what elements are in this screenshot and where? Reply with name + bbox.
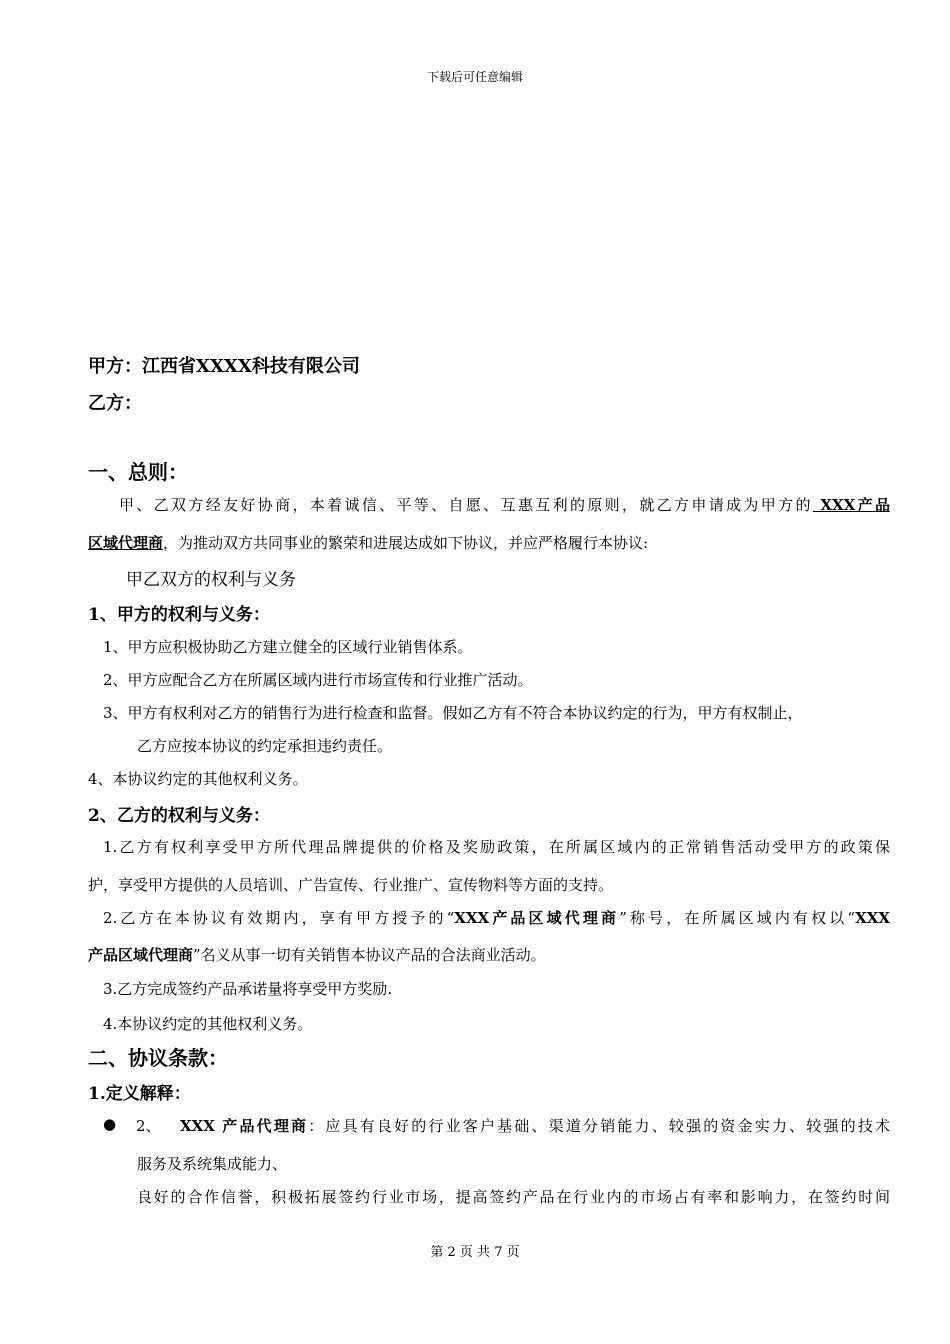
section-1-heading: 一、总则： [88,460,188,484]
party-b-item-2-text-mid: ”称号，在所属区域内有权以“ [619,909,856,927]
party-a-item-4: 4、本协议约定的其他权利义务。 [88,770,308,788]
agent-name-term-cont: 产品区域代理商 [88,946,194,964]
party-a-item-3: 3、甲方有权利对乙方的销售行为进行检查和监督。假如乙方有不符合本协议约定的行为，甲方有权制止， [103,704,803,722]
party-b-line: 乙方： [88,393,142,414]
intro-agent-term: 区域代理商 [88,534,164,552]
page-footer: 第 2 页 共 7 页 [430,1245,520,1260]
party-a-line: 甲方：江西省XXXX科技有限公司 [88,356,360,377]
party-a-rights-heading: 1、甲方的权利与义务： [88,605,270,625]
definitions-heading: 1.定义解释： [88,1084,191,1104]
intro-text: 甲、乙双方经友好协商，本着诚信、平等、自愿、互惠互利的原则，就乙方申请成为甲方的 [119,496,813,514]
party-b-item-3: 3.乙方完成签约产品承诺量将享受甲方奖励. [103,980,393,998]
rights-subtitle: 甲乙双方的权利与义务 [126,570,296,590]
page-header: 下载后可任意编辑 [426,70,523,84]
definition-item-line-2: 服务及系统集成能力、 [137,1155,288,1173]
bullet-icon: ● [103,1115,117,1133]
party-b-item-2-text: 2.乙方在本协议有效期内，享有甲方授予的“ [103,909,455,927]
definition-term: XXX 产品代理商 [180,1117,309,1135]
definition-item-line-3: 良好的合作信誉，积极拓展签约行业市场，提高签约产品在行业内的市场占有率和影响力，在签约时间 [137,1188,890,1206]
definition-text: ：应具有良好的行业客户基础、渠道分销能力、较强的资金实力、较强的技术 [308,1117,890,1135]
party-b-item-1: 1.乙方有权利享受甲方所代理品牌提供的价格及奖励政策，在所属区域内的正常销售活动受甲方的政策保 [103,838,890,856]
agent-name-term: XXX [855,909,891,927]
party-b-item-1-cont: 护，享受甲方提供的人员培训、广告宣传、行业推广、宣传物料等方面的支持。 [88,876,614,894]
party-a-item-1: 1、甲方应积极协助乙方建立健全的区域行业销售体系。 [103,638,473,656]
party-b-item-2-cont [88,944,546,965]
party-b-item-2-text-end: ”名义从事一切有关销售本协议产品的合法商业活动。 [193,946,546,964]
party-b-item-4: 4.本协议约定的其他权利义务。 [103,1015,313,1033]
definition-item-line-1 [180,1115,890,1136]
party-a-item-3-cont: 乙方应按本协议的约定承担违约责任。 [137,737,393,755]
intro-product-term: XXX产品 [812,496,890,514]
party-a-item-2: 2、甲方应配合乙方在所属区域内进行市场宣传和行业推广活动。 [103,671,533,689]
definition-item-number: 2、 [136,1117,161,1135]
intro-text-2: ，为推动双方共同事业的繁荣和进展达成如下协议，并应严格履行本协议: [163,534,649,552]
intro-line-2 [88,532,648,553]
section-2-heading: 二、协议条款： [88,1046,228,1070]
agent-title-term: XXX产品区域代理商 [454,909,620,927]
party-b-item-2 [88,907,890,928]
party-b-rights-heading: 2、乙方的权利与义务： [88,806,270,826]
intro-line-1 [88,494,890,515]
